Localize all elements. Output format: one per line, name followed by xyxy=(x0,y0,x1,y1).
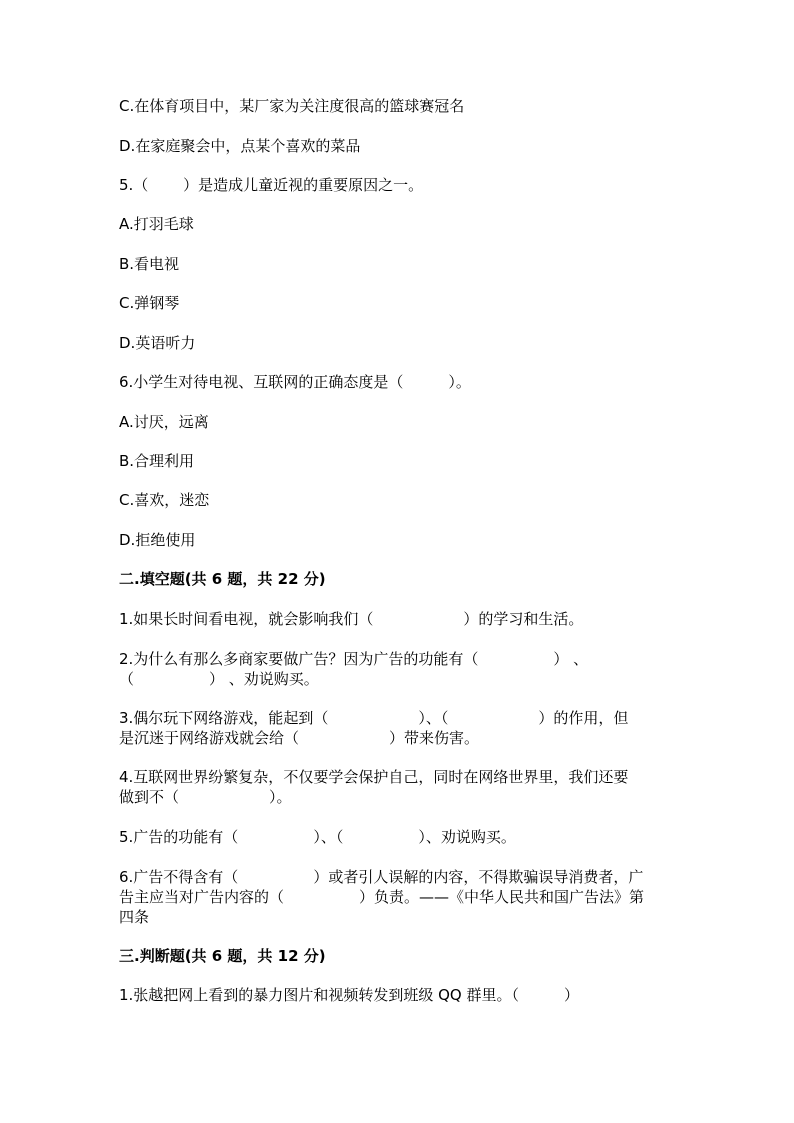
fill-question-6-end: 四条 xyxy=(119,908,150,926)
fill-question-1: 1.如果长时间看电视，就会影响我们（ ）的学习和生活。 xyxy=(119,610,584,628)
fill-question-6-cont: 告主应当对广告内容的（ ）负责。——《中华人民共和国广告法》第 xyxy=(119,888,645,906)
section-judgment: 三.判断题(共 6 题，共 12 分) xyxy=(119,947,326,965)
option-c-q5: C.弹钢琴 xyxy=(119,294,180,312)
option-d-q6: D.拒绝使用 xyxy=(119,531,196,549)
fill-question-3: 3.偶尔玩下网络游戏，能起到（ ）、（ ）的作用，但 xyxy=(119,709,629,727)
fill-question-4: 4.互联网世界纷繁复杂，不仅要学会保护自己，同时在网络世界里，我们还要 xyxy=(119,768,629,786)
fill-question-5: 5.广告的功能有（ ）、（ ）、劝说购买。 xyxy=(119,828,516,846)
option-a-q6: A.讨厌，远离 xyxy=(119,413,209,431)
fill-question-3-cont: 是沉迷于网络游戏就会给（ ）带来伤害。 xyxy=(119,729,480,747)
question-6: 6.小学生对待电视、互联网的正确态度是（ ）。 xyxy=(119,373,471,391)
section-fill-blank: 二.填空题(共 6 题，共 22 分) xyxy=(119,570,326,588)
option-b-q5: B.看电视 xyxy=(119,255,180,273)
option-b-q6: B.合理利用 xyxy=(119,452,195,470)
fill-question-2-cont: （ ） 、劝说购买。 xyxy=(119,670,319,688)
question-5: 5.（ ）是造成儿童近视的重要原因之一。 xyxy=(119,176,424,194)
fill-question-4-cont: 做到不（ ）。 xyxy=(119,788,292,806)
option-d-q5: D.英语听力 xyxy=(119,334,196,352)
fill-question-2: 2.为什么有那么多商家要做广告？因为广告的功能有（ ） 、 xyxy=(119,650,589,668)
fill-question-6: 6.广告不得含有（ ）或者引人误解的内容，不得欺骗误导消费者，广 xyxy=(119,868,644,886)
option-a-q5: A.打羽毛球 xyxy=(119,215,194,233)
option-d-q4: D.在家庭聚会中，点某个喜欢的菜品 xyxy=(119,137,361,155)
option-c-q4: C.在体育项目中，某厂家为关注度很高的篮球赛冠名 xyxy=(119,97,465,115)
judgment-question-1: 1.张越把网上看到的暴力图片和视频转发到班级 QQ 群里。（ ） xyxy=(119,986,579,1004)
option-c-q6: C.喜欢，迷恋 xyxy=(119,491,210,509)
